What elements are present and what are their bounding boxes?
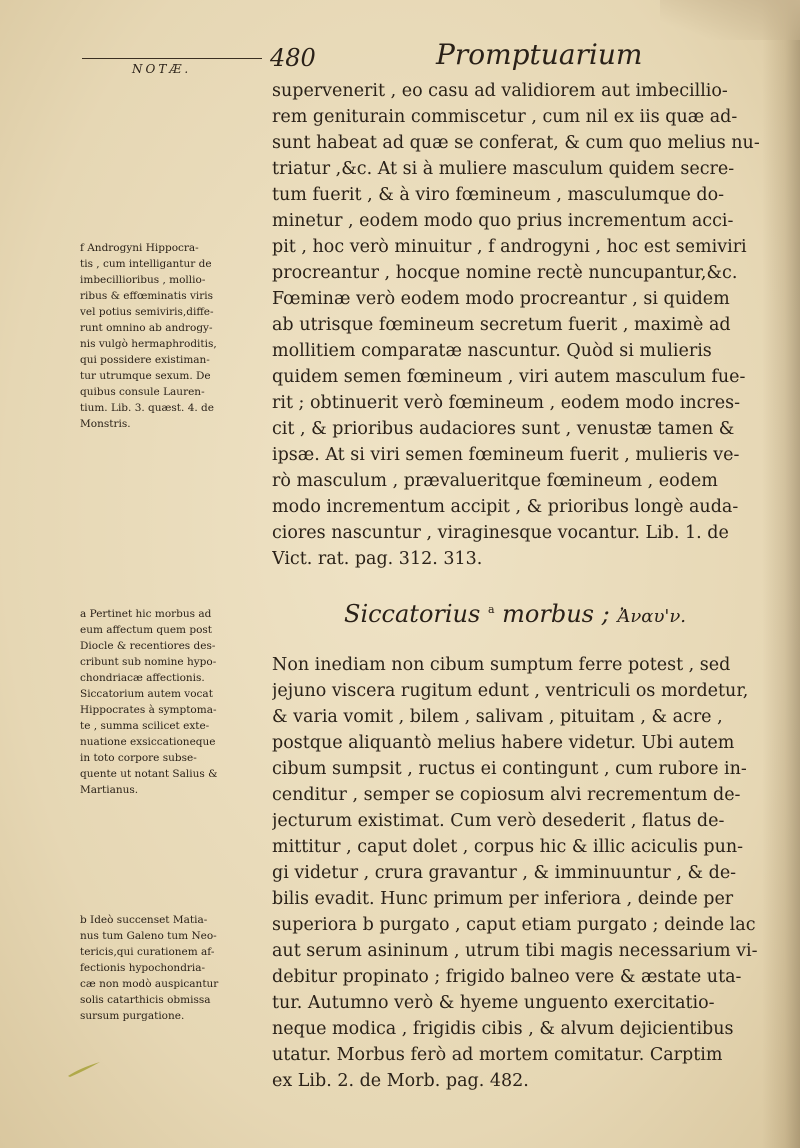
note-line: Hippocrates à symptoma- (80, 704, 217, 716)
text-line: aut serum asininum , utrum tibi magis necessarium vi- (272, 941, 758, 961)
text-line: mollitiem comparatæ nascuntur. Quòd si mulieris (272, 341, 712, 361)
text-line: ipsæ. At si viri semen fœmineum fuerit , mulieris ve- (272, 445, 740, 465)
text-line: jecturum existimat. Cum verò desederit , flatus de- (272, 811, 725, 831)
running-title: Promptuarium (436, 38, 643, 71)
note-line: imbecillioribus , mollio- (80, 274, 206, 286)
note-line: chondriacæ affectionis. (80, 672, 205, 684)
note-line: cæ non modò auspicantur (80, 978, 219, 990)
text-line: rem geniturain commiscetur , cum nil ex iis quæ ad- (272, 107, 738, 127)
note-line: Martianus. (80, 784, 139, 796)
note-line: tis , cum intelligantur de (80, 258, 212, 270)
text-line: gi videtur , crura gravantur , & imminuuntur , & de- (272, 863, 737, 883)
text-line: pit , hoc verò minuitur , f androgyni , hoc est semiviri (272, 237, 747, 257)
text-line: rit ; obtinuerit verò fœmineum , eodem modo incres- (272, 393, 741, 413)
note-line: ribus & effœminatis viris (80, 290, 214, 302)
note-line: solis catarthicis obmissa (80, 994, 211, 1006)
note-line: tericis,qui curationem af- (80, 946, 215, 958)
text-line: rò masculum , prævalueritque fœmineum , eodem (272, 471, 718, 491)
note-line: quente ut notant Salius & (80, 768, 218, 780)
note-line: tium. Lib. 3. quæst. 4. de (80, 402, 214, 414)
text-line: cit , & prioribus audaciores sunt , venustæ tamen & (272, 419, 735, 439)
note-line: in toto corpore subse- (80, 752, 197, 764)
note-line: te , summa scilicet exte- (80, 720, 210, 732)
text-line: cenditur , semper se copiosum alvi recrementum de- (272, 785, 741, 805)
text-line: utatur. Morbus ferò ad mortem comitatur. Carptim (272, 1045, 723, 1065)
heading-title: Siccatorius (344, 600, 481, 628)
page-number: 480 (270, 44, 316, 72)
text-line: Fœminæ verò eodem modo procreantur , si quidem (272, 289, 730, 309)
text-line: superiora b purgato , caput etiam purgato ; deinde lac (272, 915, 756, 935)
note-line: Diocle & recentiores des- (80, 640, 216, 652)
note-line: runt omnino ab androgy- (80, 322, 213, 334)
text-line: cibum sumpsit , ructus ei contingunt , cum rubore in- (272, 759, 747, 779)
note-line: quibus consule Lauren- (80, 386, 205, 398)
text-line: Non inediam non cibum sumptum ferre potest , sed (272, 655, 731, 675)
text-line: bilis evadit. Hunc primum per inferiora , deinde per (272, 889, 734, 909)
note-line: nuatione exsiccationeque (80, 736, 216, 748)
text-line: tum fuerit , & à viro fœmineum , masculumque do- (272, 185, 725, 205)
text-line: debitur propinato ; frigido balneo vere & æstate uta- (272, 967, 742, 987)
text-line: ciores nascuntur , viraginesque vocantur. Lib. 1. de (272, 523, 729, 543)
section-heading: Siccatorius $^a$ morbus ; Ἀναυ'ν. (344, 600, 686, 628)
text-line: tur. Autumno verò & hyeme unguento exercitatio- (272, 993, 715, 1013)
text-line: postque aliquantò melius habere videtur. Ubi autem (272, 733, 735, 753)
text-line: modo incrementum accipit , & prioribus longè auda- (272, 497, 739, 517)
note-line: Monstris. (80, 418, 131, 430)
note-line: nis vulgò hermaphroditis, (80, 338, 217, 350)
note-line: sursum purgatione. (80, 1010, 185, 1022)
text-line: ab utrisque fœmineum secretum fuerit , maximè ad (272, 315, 731, 335)
quill-flourish-icon (66, 1060, 102, 1078)
header-rule (82, 58, 262, 59)
text-line: sunt habeat ad quæ se conferat, & cum quo melius nu- (272, 133, 760, 153)
note-line: fectionis hypochondria- (80, 962, 206, 974)
notes-label: NOTÆ. (132, 62, 192, 76)
footnote-marker: a (487, 603, 495, 616)
note-line: b Ideò succenset Matia- (80, 914, 208, 926)
text-line: mittitur , caput dolet , corpus hic & illic aciculis pun- (272, 837, 744, 857)
note-line: nus tum Galeno tum Neo- (80, 930, 217, 942)
note-line: a Pertinet hic morbus ad (80, 608, 212, 620)
note-line: f Androgyni Hippocra- (80, 242, 199, 254)
text-line: neque modica , frigidis cibis , & alvum dejicientibus (272, 1019, 734, 1039)
text-line: quidem semen fœmineum , viri autem masculum fue- (272, 367, 746, 387)
text-line: procreantur , hocque nomine rectè nuncupantur,&c. (272, 263, 738, 283)
text-line: ex Lib. 2. de Morb. pag. 482. (272, 1071, 529, 1091)
note-line: qui possidere existiman- (80, 354, 210, 366)
note-line: tur utrumque sexum. De (80, 370, 211, 382)
text-line: jejuno viscera rugitum edunt , ventriculi os mordetur, (272, 681, 749, 701)
note-line: Siccatorium autem vocat (80, 688, 213, 700)
text-line: minetur , eodem modo quo prius incrementum acci- (272, 211, 734, 231)
heading-greek: Ἀναυ'ν. (617, 606, 686, 627)
heading-word: morbus (502, 600, 594, 628)
page-corner-stain (660, 0, 800, 40)
note-line: vel potius semiviris,diffe- (80, 306, 214, 318)
text-line: supervenerit , eo casu ad validiorem aut imbecillio- (272, 81, 728, 101)
text-line: triatur ,&c. At si à muliere masculum quidem secre- (272, 159, 735, 179)
text-line: Vict. rat. pag. 312. 313. (272, 549, 483, 569)
note-line: cribunt sub nomine hypo- (80, 656, 217, 668)
text-line: & varia vomit , bilem , salivam , pituitam , & acre , (272, 707, 723, 727)
note-line: eum affectum quem post (80, 624, 213, 636)
